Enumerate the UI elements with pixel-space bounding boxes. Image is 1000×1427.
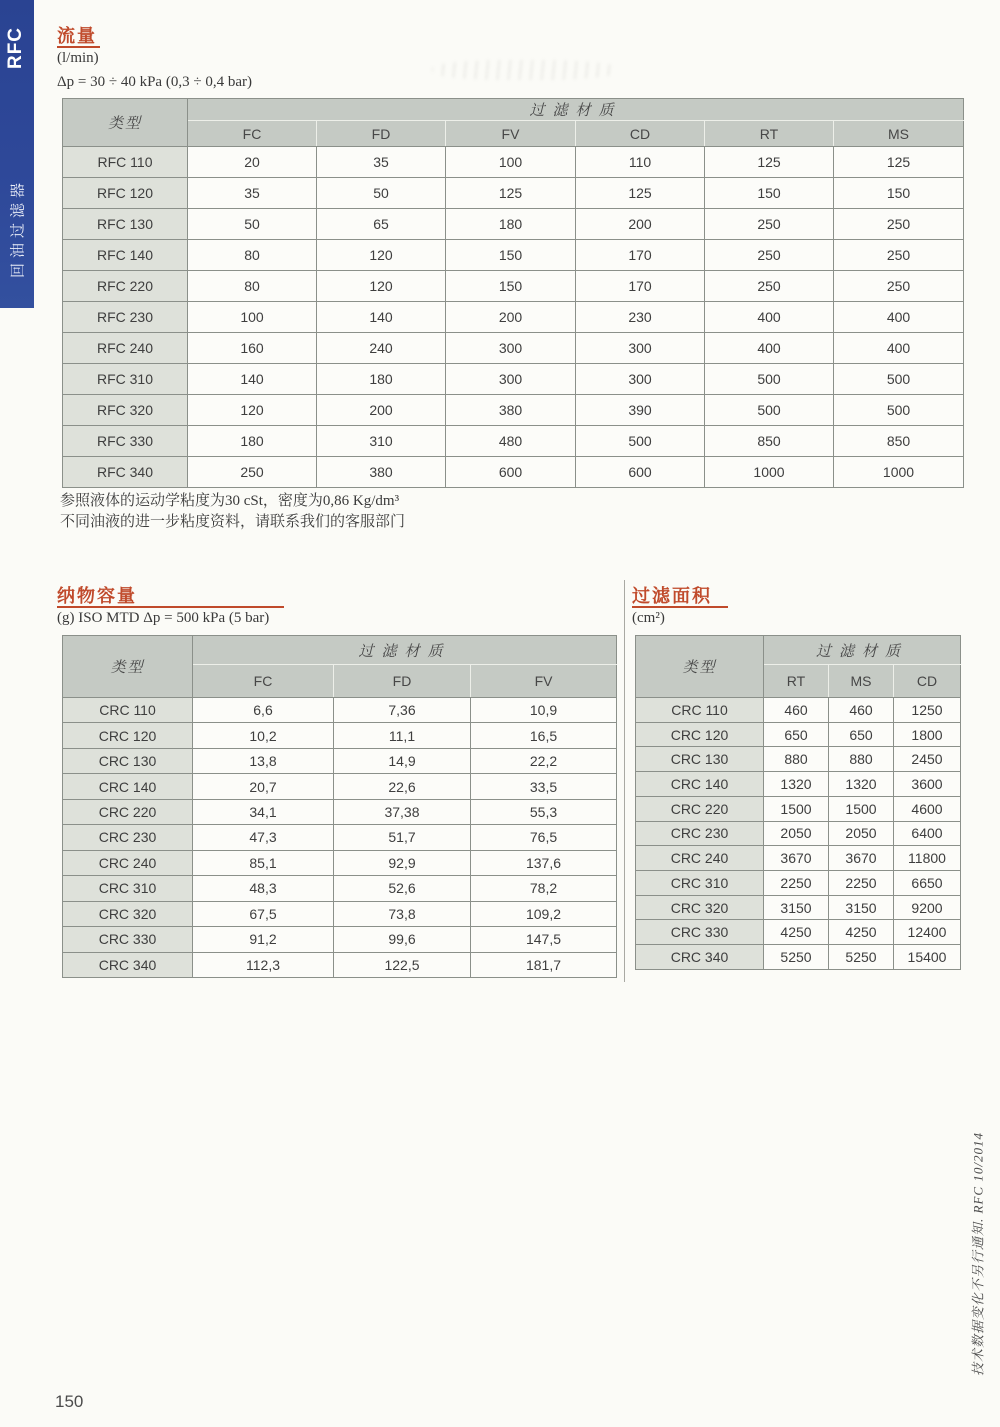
row-type-cell: RFC 130 [63, 209, 188, 240]
material-header-row [636, 636, 961, 665]
row-type-cell: CRC 240 [636, 846, 764, 871]
row-type-cell: RFC 320 [63, 395, 188, 426]
sidebar-category-label: 回油过滤器 [10, 177, 27, 279]
row-type-cell: RFC 340 [63, 457, 188, 488]
value-cell: 110 [576, 147, 705, 178]
value-cell: 180 [188, 426, 317, 457]
type-header-cell: 类型 [63, 99, 188, 147]
flow-rate-table [62, 98, 964, 488]
value-cell: 600 [576, 457, 705, 488]
row-type-cell: CRC 110 [636, 698, 764, 723]
value-cell: 125 [705, 147, 834, 178]
value-cell: 400 [834, 333, 964, 364]
table-row [636, 796, 961, 821]
value-cell: 11,1 [334, 723, 471, 748]
column-header-cell: CD [894, 665, 961, 698]
value-cell: 120 [188, 395, 317, 426]
value-cell: 3600 [894, 772, 961, 797]
value-cell: 230 [576, 302, 705, 333]
value-cell: 1800 [894, 722, 961, 747]
column-header-cell: MS [834, 121, 964, 147]
value-cell: 180 [446, 209, 576, 240]
area-section-title: 过滤面积 [632, 586, 712, 606]
table-row [636, 871, 961, 896]
value-cell: 1000 [834, 457, 964, 488]
row-type-cell: CRC 330 [636, 920, 764, 945]
table-row [63, 850, 617, 875]
value-cell: 5250 [829, 945, 894, 970]
row-type-cell: CRC 130 [63, 748, 193, 773]
value-cell: 5250 [764, 945, 829, 970]
row-type-cell: RFC 330 [63, 426, 188, 457]
value-cell: 300 [446, 364, 576, 395]
value-cell: 650 [764, 722, 829, 747]
table-row [636, 698, 961, 723]
table-row [636, 895, 961, 920]
material-header-cell: 过滤材质 [193, 636, 617, 665]
column-header-cell: RT [705, 121, 834, 147]
column-header-cell: RT [764, 665, 829, 698]
column-header-cell: FV [471, 665, 617, 698]
row-type-cell: CRC 310 [63, 876, 193, 901]
column-header-cell: FV [446, 121, 576, 147]
value-cell: 500 [705, 364, 834, 395]
table-row [63, 927, 617, 952]
value-cell: 380 [317, 457, 446, 488]
value-cell: 15400 [894, 945, 961, 970]
table-row [63, 271, 964, 302]
table-row [63, 457, 964, 488]
table-row [636, 772, 961, 797]
row-type-cell: CRC 320 [63, 901, 193, 926]
row-type-cell: RFC 220 [63, 271, 188, 302]
value-cell: 2050 [829, 821, 894, 846]
value-cell: 51,7 [334, 825, 471, 850]
row-type-cell: RFC 140 [63, 240, 188, 271]
material-header-cell: 过滤材质 [188, 99, 964, 121]
value-cell: 120 [317, 240, 446, 271]
value-cell: 65 [317, 209, 446, 240]
value-cell: 12400 [894, 920, 961, 945]
value-cell: 4250 [829, 920, 894, 945]
value-cell: 880 [829, 747, 894, 772]
table-row [63, 395, 964, 426]
value-cell: 1500 [764, 796, 829, 821]
value-cell: 1500 [829, 796, 894, 821]
value-cell: 9200 [894, 895, 961, 920]
value-cell: 37,38 [334, 799, 471, 824]
flow-table-body [63, 147, 964, 488]
value-cell: 300 [576, 333, 705, 364]
row-type-cell: CRC 230 [636, 821, 764, 846]
value-cell: 300 [576, 364, 705, 395]
value-cell: 150 [834, 178, 964, 209]
value-cell: 500 [834, 395, 964, 426]
value-cell: 250 [834, 271, 964, 302]
value-cell: 4600 [894, 796, 961, 821]
value-cell: 50 [188, 209, 317, 240]
value-cell: 850 [705, 426, 834, 457]
sidebar-series-label: RFC [5, 26, 26, 70]
value-cell: 78,2 [471, 876, 617, 901]
value-cell: 150 [446, 271, 576, 302]
value-cell: 125 [834, 147, 964, 178]
value-cell: 250 [705, 209, 834, 240]
value-cell: 2250 [829, 871, 894, 896]
value-cell: 200 [446, 302, 576, 333]
value-cell: 20,7 [193, 774, 334, 799]
value-cell: 2450 [894, 747, 961, 772]
value-cell: 120 [317, 271, 446, 302]
value-cell: 180 [317, 364, 446, 395]
value-cell: 35 [317, 147, 446, 178]
flow-section-title: 流量 [57, 26, 97, 46]
value-cell: 10,2 [193, 723, 334, 748]
value-cell: 150 [705, 178, 834, 209]
note-line: 参照液体的运动学粘度为30 cSt，密度为0,86 Kg/dm³ [60, 493, 400, 509]
value-cell: 1250 [894, 698, 961, 723]
value-cell: 11800 [894, 846, 961, 871]
value-cell: 250 [705, 240, 834, 271]
value-cell: 2050 [764, 821, 829, 846]
value-cell: 47,3 [193, 825, 334, 850]
table-row [63, 364, 964, 395]
value-cell: 20 [188, 147, 317, 178]
value-cell: 6,6 [193, 698, 334, 723]
value-cell: 150 [446, 240, 576, 271]
dirt-capacity-table [62, 635, 617, 978]
value-cell: 100 [446, 147, 576, 178]
value-cell: 100 [188, 302, 317, 333]
column-header-cell: FC [193, 665, 334, 698]
table-row [63, 748, 617, 773]
area-title-underline [632, 606, 728, 608]
table-row [63, 799, 617, 824]
table-row [63, 825, 617, 850]
value-cell: 1000 [705, 457, 834, 488]
value-cell: 160 [188, 333, 317, 364]
row-type-cell: CRC 240 [63, 850, 193, 875]
value-cell: 112,3 [193, 952, 334, 977]
column-header-cell: FD [334, 665, 471, 698]
value-cell: 250 [188, 457, 317, 488]
value-cell: 650 [829, 722, 894, 747]
value-cell: 122,5 [334, 952, 471, 977]
value-cell: 35 [188, 178, 317, 209]
value-cell: 390 [576, 395, 705, 426]
value-cell: 34,1 [193, 799, 334, 824]
value-cell: 91,2 [193, 927, 334, 952]
value-cell: 250 [705, 271, 834, 302]
value-cell: 67,5 [193, 901, 334, 926]
value-cell: 310 [317, 426, 446, 457]
scan-smudge-artifact [432, 60, 617, 80]
value-cell: 850 [834, 426, 964, 457]
value-cell: 140 [317, 302, 446, 333]
row-type-cell: CRC 140 [63, 774, 193, 799]
capacity-condition-label: (g) ISO MTD Δp = 500 kPa (5 bar) [57, 610, 270, 626]
table-row [63, 240, 964, 271]
table-row [63, 209, 964, 240]
value-cell: 125 [446, 178, 576, 209]
table-row [63, 774, 617, 799]
column-header-row [63, 121, 964, 147]
flow-condition-label: Δp = 30 ÷ 40 kPa (0,3 ÷ 0,4 bar) [57, 74, 252, 90]
capacity-title-underline [57, 606, 284, 608]
table-row [63, 426, 964, 457]
type-header-cell: 类型 [636, 636, 764, 698]
value-cell: 73,8 [334, 901, 471, 926]
row-type-cell: CRC 340 [636, 945, 764, 970]
value-cell: 400 [705, 302, 834, 333]
table-row [63, 178, 964, 209]
value-cell: 250 [834, 240, 964, 271]
row-type-cell: CRC 330 [63, 927, 193, 952]
value-cell: 14,9 [334, 748, 471, 773]
row-type-cell: CRC 340 [63, 952, 193, 977]
type-header-cell: 类型 [63, 636, 193, 698]
value-cell: 80 [188, 271, 317, 302]
row-type-cell: CRC 220 [636, 796, 764, 821]
value-cell: 170 [576, 271, 705, 302]
column-header-cell: MS [829, 665, 894, 698]
value-cell: 380 [446, 395, 576, 426]
row-type-cell: CRC 120 [63, 723, 193, 748]
flow-unit-label: (l/min) [57, 50, 99, 66]
table-row [63, 147, 964, 178]
value-cell: 80 [188, 240, 317, 271]
value-cell: 3670 [764, 846, 829, 871]
value-cell: 92,9 [334, 850, 471, 875]
value-cell: 460 [829, 698, 894, 723]
value-cell: 3150 [764, 895, 829, 920]
value-cell: 460 [764, 698, 829, 723]
value-cell: 7,36 [334, 698, 471, 723]
row-type-cell: RFC 110 [63, 147, 188, 178]
value-cell: 33,5 [471, 774, 617, 799]
material-header-row [63, 99, 964, 121]
value-cell: 1320 [764, 772, 829, 797]
table-row [636, 747, 961, 772]
table-row [63, 302, 964, 333]
value-cell: 22,2 [471, 748, 617, 773]
row-type-cell: CRC 120 [636, 722, 764, 747]
value-cell: 2250 [764, 871, 829, 896]
row-type-cell: CRC 220 [63, 799, 193, 824]
filter-area-table [635, 635, 961, 970]
capacity-section-title: 纳物容量 [57, 586, 137, 606]
value-cell: 125 [576, 178, 705, 209]
table-row [636, 846, 961, 871]
row-type-cell: CRC 130 [636, 747, 764, 772]
table-row [636, 722, 961, 747]
value-cell: 140 [188, 364, 317, 395]
row-type-cell: CRC 140 [636, 772, 764, 797]
value-cell: 22,6 [334, 774, 471, 799]
value-cell: 3670 [829, 846, 894, 871]
value-cell: 4250 [764, 920, 829, 945]
value-cell: 600 [446, 457, 576, 488]
row-type-cell: RFC 240 [63, 333, 188, 364]
value-cell: 300 [446, 333, 576, 364]
value-cell: 13,8 [193, 748, 334, 773]
table-row [63, 333, 964, 364]
area-condition-label: (cm²) [632, 610, 665, 626]
value-cell: 200 [576, 209, 705, 240]
row-type-cell: CRC 230 [63, 825, 193, 850]
page-number: 150 [55, 1392, 84, 1411]
material-header-cell: 过滤材质 [764, 636, 961, 665]
value-cell: 200 [317, 395, 446, 426]
value-cell: 48,3 [193, 876, 334, 901]
column-header-cell: FD [317, 121, 446, 147]
flow-title-underline [57, 46, 100, 48]
row-type-cell: RFC 120 [63, 178, 188, 209]
row-type-cell: CRC 310 [636, 871, 764, 896]
value-cell: 500 [576, 426, 705, 457]
value-cell: 181,7 [471, 952, 617, 977]
value-cell: 16,5 [471, 723, 617, 748]
row-type-cell: RFC 310 [63, 364, 188, 395]
table-row [636, 920, 961, 945]
value-cell: 400 [834, 302, 964, 333]
value-cell: 170 [576, 240, 705, 271]
value-cell: 50 [317, 178, 446, 209]
value-cell: 147,5 [471, 927, 617, 952]
material-header-row [63, 636, 617, 665]
table-row [63, 901, 617, 926]
column-header-cell: FC [188, 121, 317, 147]
value-cell: 500 [834, 364, 964, 395]
row-type-cell: RFC 230 [63, 302, 188, 333]
value-cell: 55,3 [471, 799, 617, 824]
table-row [636, 945, 961, 970]
table-row [63, 876, 617, 901]
section-divider [624, 580, 625, 982]
table-row [63, 698, 617, 723]
row-type-cell: CRC 110 [63, 698, 193, 723]
value-cell: 99,6 [334, 927, 471, 952]
sidebar-tab [0, 0, 34, 308]
value-cell: 3150 [829, 895, 894, 920]
value-cell: 240 [317, 333, 446, 364]
table-row [63, 952, 617, 977]
value-cell: 76,5 [471, 825, 617, 850]
value-cell: 480 [446, 426, 576, 457]
note-line: 不同油液的进一步粘度资料，请联系我们的客服部门 [60, 514, 406, 530]
value-cell: 500 [705, 395, 834, 426]
value-cell: 6400 [894, 821, 961, 846]
table-row [636, 821, 961, 846]
value-cell: 250 [834, 209, 964, 240]
area-table-body [636, 698, 961, 970]
value-cell: 137,6 [471, 850, 617, 875]
value-cell: 400 [705, 333, 834, 364]
value-cell: 1320 [829, 772, 894, 797]
value-cell: 6650 [894, 871, 961, 896]
revision-side-note: 技术数据变化不另行通知. RFC 10/2014 [970, 1132, 986, 1376]
row-type-cell: CRC 320 [636, 895, 764, 920]
value-cell: 85,1 [193, 850, 334, 875]
value-cell: 880 [764, 747, 829, 772]
column-header-cell: CD [576, 121, 705, 147]
value-cell: 109,2 [471, 901, 617, 926]
value-cell: 52,6 [334, 876, 471, 901]
viscosity-notes [60, 491, 405, 533]
table-row [63, 723, 617, 748]
value-cell: 10,9 [471, 698, 617, 723]
capacity-table-body [63, 698, 617, 978]
